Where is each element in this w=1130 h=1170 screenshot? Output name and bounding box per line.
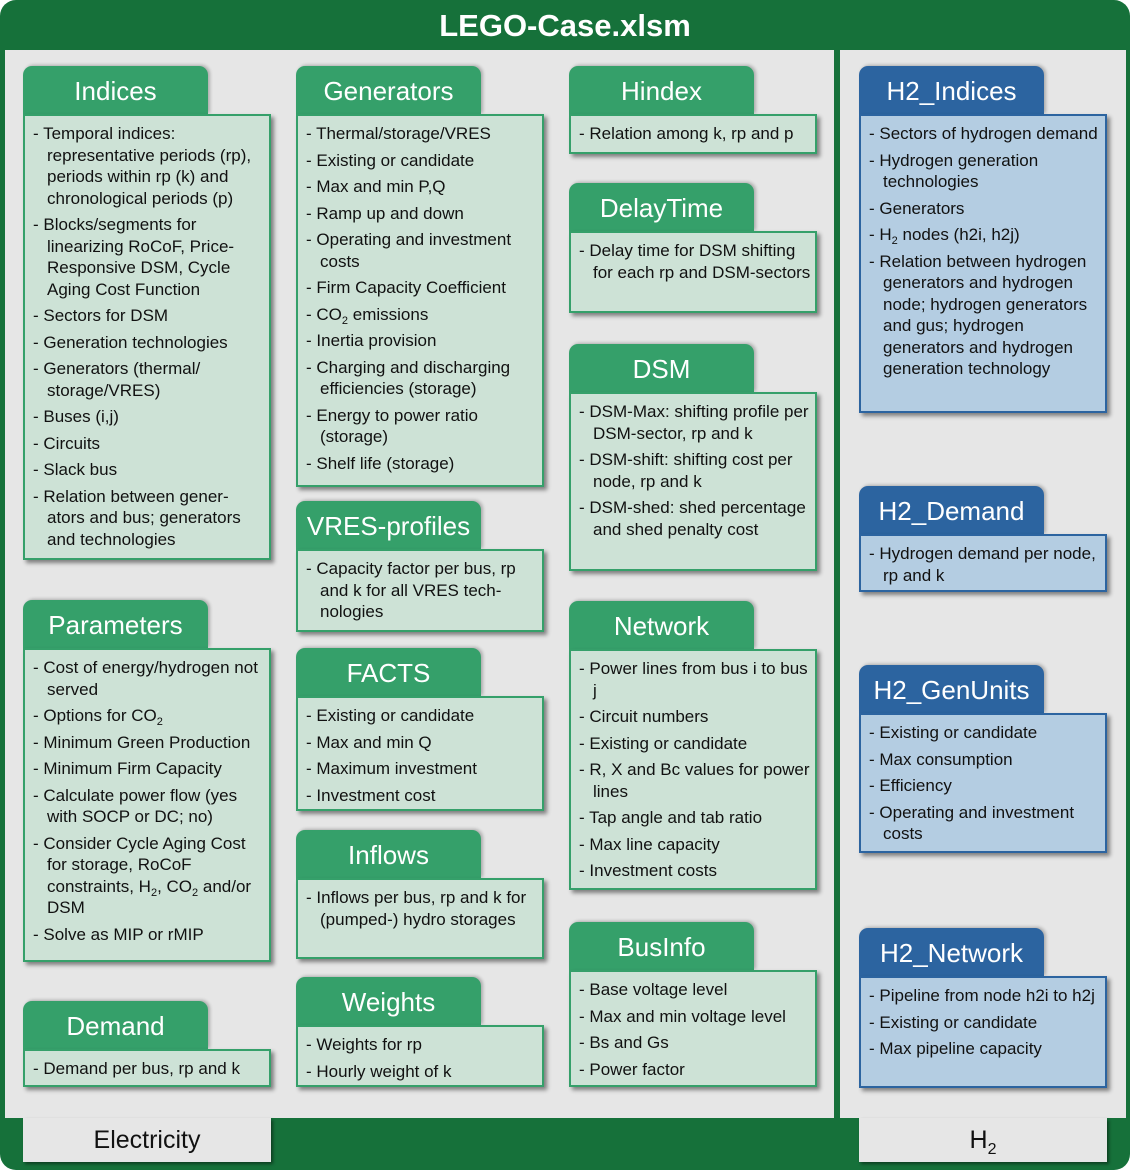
list-item-text: Consider Cycle Aging Cost for storage, RoCoF constraints, H: [43, 833, 246, 896]
list-item: - Efficiency: [869, 775, 1101, 797]
sheet-delaytime[interactable]: [569, 183, 817, 313]
sheet-indices[interactable]: [23, 66, 271, 560]
sheet-title: BusInfo: [569, 922, 754, 970]
list-item: [33, 705, 265, 727]
list-item: - Max consumption: [869, 749, 1101, 771]
sheet-content: [569, 114, 817, 154]
list-item-text: H: [879, 225, 892, 244]
list-item: [306, 304, 538, 326]
list-item: - Thermal/storage/VRES: [306, 123, 538, 145]
sheet-content: [296, 549, 544, 632]
subscript: 2: [192, 886, 199, 899]
list-item: - Slack bus: [33, 459, 265, 481]
list-item: - Existing or candidate: [306, 705, 538, 727]
list-item: - Firm Capacity Coefficient: [306, 277, 538, 299]
list-item-text: and/or DSM: [47, 876, 252, 917]
list-item: - Operating and investment costs: [869, 802, 1101, 845]
list-item: - DSM-shift: shifting cost per node, rp and k: [579, 449, 811, 492]
list-item: - Ramp up and down: [306, 203, 538, 225]
list-item: - Existing or candidate: [306, 150, 538, 172]
list-item-text: CO: [316, 304, 342, 324]
list-item: - Relation among k, rp and p: [579, 123, 811, 145]
list-item: - Operating and investment costs: [306, 229, 538, 272]
sheet-title: Inflows: [296, 830, 481, 878]
sheet-content: [296, 878, 544, 959]
list-item: - DSM-shed: shed percentage and shed penalty cost: [579, 497, 811, 540]
list-item: - Max pipeline capacity: [869, 1038, 1101, 1060]
subscript: 2: [891, 235, 898, 247]
sheet-title: Demand: [23, 1001, 208, 1049]
list-item: - Buses (i,j): [33, 406, 265, 428]
list-item: - Cost of energy/hydrogen not served: [33, 657, 265, 700]
sheet-content: [859, 976, 1107, 1088]
sheet-inflows[interactable]: [296, 830, 544, 959]
sheet-title: Network: [569, 601, 754, 649]
workbook-title: LEGO-Case.xlsm: [439, 8, 691, 43]
list-item: - Generators (thermal/ storage/VRES): [33, 358, 265, 401]
sheet-network[interactable]: [569, 601, 817, 890]
sheet-weights[interactable]: [296, 977, 544, 1087]
sheet-h2-demand[interactable]: [859, 486, 1107, 592]
list-item: - Circuits: [33, 433, 265, 455]
subscript: 2: [150, 886, 158, 899]
list-item: - Generation technologies: [33, 332, 265, 354]
list-item: - Weights for rp: [306, 1034, 538, 1056]
list-item: - Inertia provision: [306, 330, 538, 352]
list-item: - Pipeline from node h2i to h2j: [869, 985, 1101, 1007]
list-item: - Relation between hydrogen generators and hydrogen node; hydrogen generators and gus; hydrogen generators and hydrogen generation technology: [869, 251, 1101, 380]
sheet-title: Parameters: [23, 600, 208, 648]
list-item: - Power factor: [579, 1059, 811, 1081]
list-item: - Base voltage level: [579, 979, 811, 1001]
sheet-content: [859, 114, 1107, 413]
electricity-label: Electricity: [23, 1118, 271, 1162]
list-item: - Sectors of hydrogen demand: [869, 123, 1101, 145]
sheet-title: FACTS: [296, 648, 481, 696]
sheet-content: [569, 392, 817, 571]
list-item: - Max and min Q: [306, 732, 538, 754]
sheet-title: H2_Indices: [859, 66, 1044, 114]
list-item: - Existing or candidate: [579, 733, 811, 755]
list-item: - Delay time for DSM shifting for each rp and DSM-sectors: [579, 240, 811, 283]
list-item: - Power lines from bus i to bus j: [579, 658, 811, 701]
sheet-title: H2_Network: [859, 928, 1044, 976]
sheet-h2-indices[interactable]: [859, 66, 1107, 413]
list-item: - Capacity factor per bus, rp and k for all VRES tech-nologies: [306, 558, 538, 623]
list-item: - Hourly weight of k: [306, 1061, 538, 1083]
sheet-title: H2_Demand: [859, 486, 1044, 534]
sheet-h2-genunits[interactable]: [859, 665, 1107, 853]
list-item: - Hydrogen generation technologies: [869, 150, 1101, 193]
sheet-title: DelayTime: [569, 183, 754, 231]
list-item: - Bs and Gs: [579, 1032, 811, 1054]
list-item-text: Options for CO: [43, 706, 157, 725]
list-item: - Investment costs: [579, 860, 811, 882]
sheet-content: [859, 534, 1107, 592]
subscript: 2: [987, 1141, 997, 1158]
sheet-title: DSM: [569, 344, 754, 392]
sheet-content: [296, 696, 544, 811]
sheet-businfo[interactable]: [569, 922, 817, 1087]
sheet-title: Hindex: [569, 66, 754, 114]
list-item-text: nodes (h2i, h2j): [897, 225, 1020, 244]
list-item: - Existing or candidate: [869, 722, 1101, 744]
list-item: - Relation between gener-ators and bus; generators and technologies: [33, 486, 265, 551]
list-item: - R, X and Bc values for power lines: [579, 759, 811, 802]
sheet-title: Weights: [296, 977, 481, 1025]
list-item-text: , CO: [157, 876, 193, 896]
sheet-content: [296, 114, 544, 487]
sheet-h2-network[interactable]: [859, 928, 1107, 1088]
list-item: - Max line capacity: [579, 834, 811, 856]
sheet-content: [23, 1049, 271, 1087]
sheet-content: [569, 649, 817, 890]
list-item: - Minimum Green Production: [33, 732, 265, 754]
sheet-facts[interactable]: [296, 648, 544, 811]
sheet-demand[interactable]: [23, 1001, 271, 1087]
list-item: - Inflows per bus, rp and k for (pumped-) hydro storages: [306, 887, 538, 930]
list-item: - Calculate power flow (yes with SOCP or DC; no): [33, 785, 265, 828]
sheet-parameters[interactable]: [23, 600, 271, 962]
subscript: 2: [341, 314, 349, 327]
sheet-content: [569, 231, 817, 313]
list-item: - Tap angle and tab ratio: [579, 807, 811, 829]
sheet-title: Generators: [296, 66, 481, 114]
list-item: - Temporal indices: representative periods (rp), periods within rp (k) and chronological periods (p): [33, 123, 265, 209]
hydrogen-label-text: H: [969, 1126, 988, 1154]
list-item: - Max and min P,Q: [306, 176, 538, 198]
sheet-content: [859, 713, 1107, 853]
list-item: - Generators: [869, 198, 1101, 220]
list-item: - Charging and discharging efficiencies (storage): [306, 357, 538, 400]
list-item: [869, 224, 1101, 246]
list-item: - Solve as MIP or rMIP: [33, 924, 265, 946]
subscript: 2: [156, 716, 163, 728]
list-item: - Existing or candidate: [869, 1012, 1101, 1034]
sheet-content: [23, 114, 271, 560]
list-item: - Max and min voltage level: [579, 1006, 811, 1028]
list-item: - Circuit numbers: [579, 706, 811, 728]
hydrogen-label: [859, 1118, 1107, 1162]
list-item: - Sectors for DSM: [33, 305, 265, 327]
list-item: - DSM-Max: shifting profile per DSM-sector, rp and k: [579, 401, 811, 444]
list-item-text: emissions: [348, 304, 429, 324]
list-item: - Investment cost: [306, 785, 538, 807]
list-item: - Hydrogen demand per node, rp and k: [869, 543, 1101, 586]
sheet-hindex[interactable]: [569, 66, 817, 154]
list-item: - Shelf life (storage): [306, 453, 538, 475]
sheet-vres-profiles[interactable]: [296, 501, 544, 632]
sheet-content: [296, 1025, 544, 1087]
sheet-title: VRES-profiles: [296, 501, 481, 549]
list-item: [33, 833, 265, 919]
sheet-dsm[interactable]: [569, 344, 817, 571]
list-item: - Maximum investment: [306, 758, 538, 780]
sheet-content: [23, 648, 271, 962]
sheet-title: H2_GenUnits: [859, 665, 1044, 713]
list-item: - Demand per bus, rp and k: [33, 1058, 265, 1080]
sheet-generators[interactable]: [296, 66, 544, 487]
sheet-content: [569, 970, 817, 1087]
list-item: - Energy to power ratio (storage): [306, 405, 538, 448]
list-item: - Minimum Firm Capacity: [33, 758, 265, 780]
list-item: - Blocks/segments for linearizing RoCoF, Price-Responsive DSM, Cycle Aging Cost Function: [33, 214, 265, 300]
sheet-title: Indices: [23, 66, 208, 114]
